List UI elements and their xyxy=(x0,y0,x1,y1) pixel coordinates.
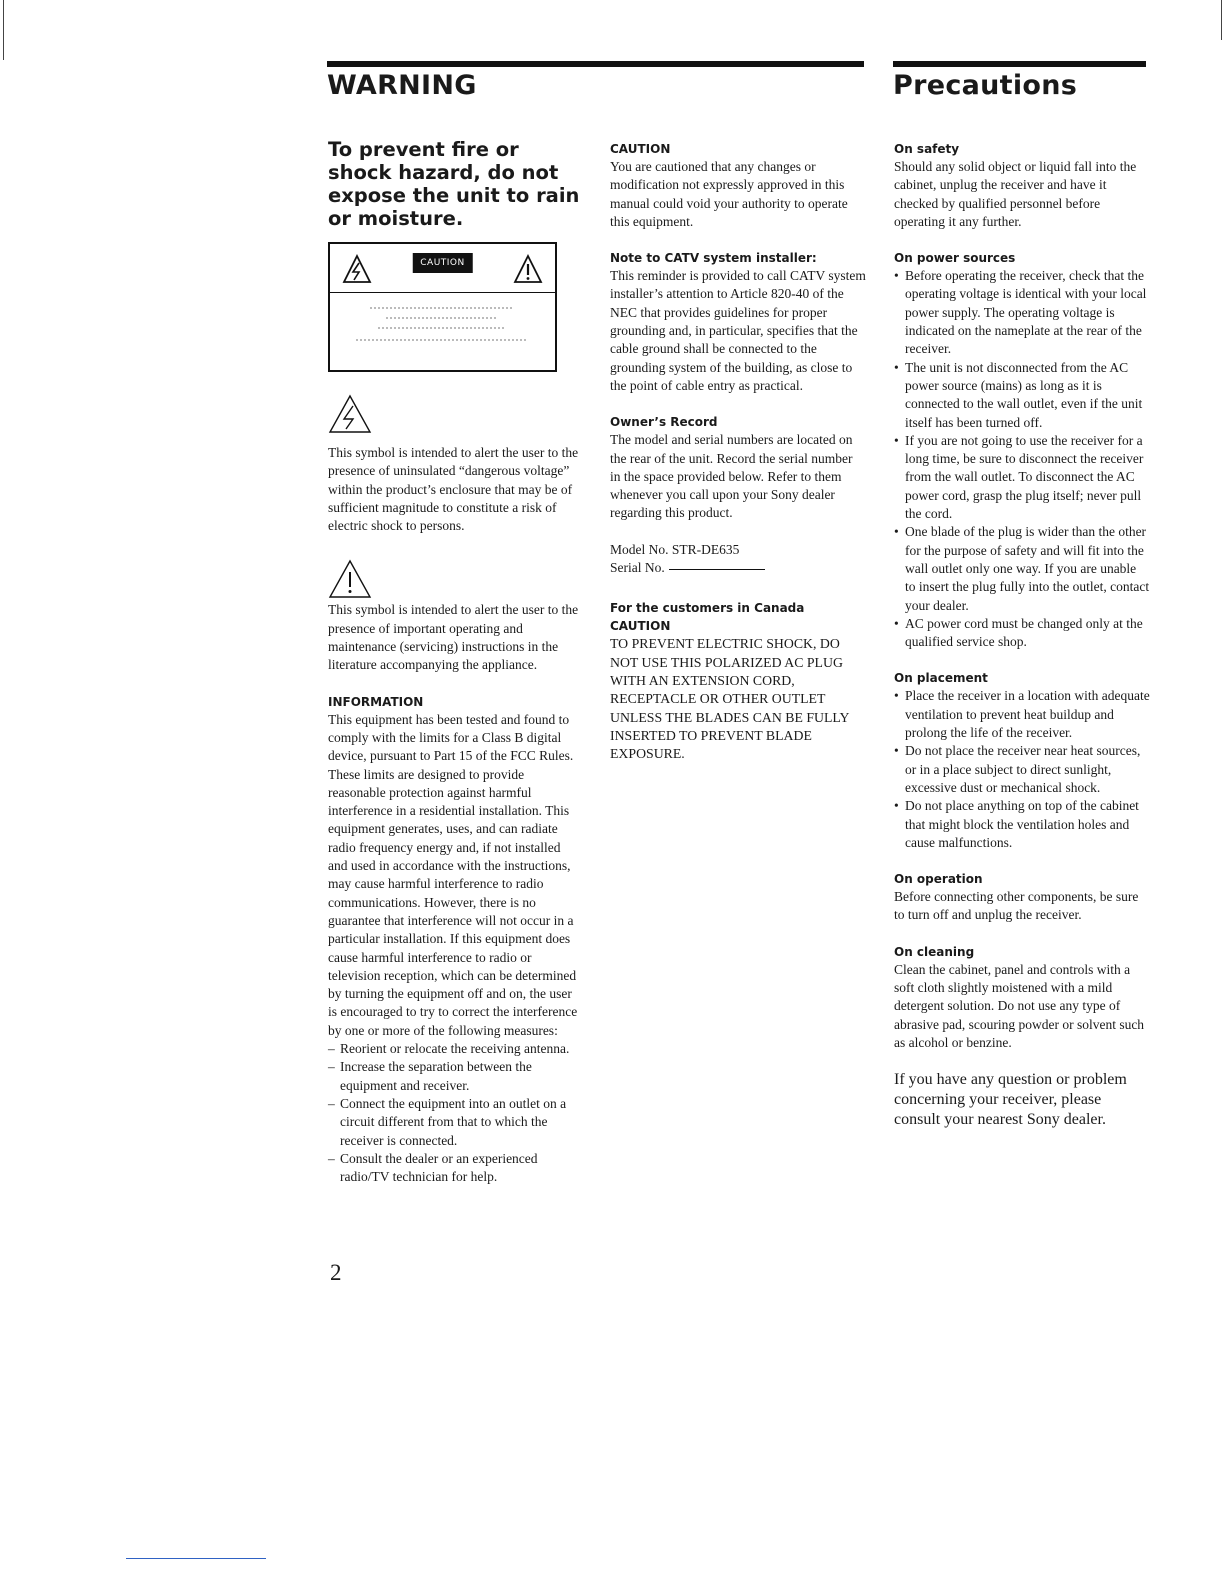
warning-column xyxy=(328,138,583,1186)
canada-caution-text: TO PREVENT ELECTRIC SHOCK, DO NOT USE THIS POLARIZED AC PLUG WITH AN EXTENSION CORD, RECEPTACLE OR OTHER OUTLET UNLESS THE BLADES CAN BE FULLY INSERTED TO PREVENT BLADE EXPOSURE. xyxy=(610,636,849,762)
serial-number-blank xyxy=(669,568,765,570)
list-item: • One blade of the plug is wider than the other for the purpose of safety and will fit into the wall outlet only one way. If you are unable to insert the plug fully into the outlet, contact your dealer. xyxy=(894,523,1150,614)
list-item: – Connect the equipment into an outlet on a circuit different from that to which the receiver is connected. xyxy=(328,1095,583,1150)
on-placement-heading: On placement xyxy=(894,671,988,686)
precautions-header-rule xyxy=(893,61,1146,67)
list-item: – Increase the separation between the equipment and receiver. xyxy=(328,1058,583,1095)
list-item: • Do not place the receiver near heat sources, or in a place subject to direct sunlight, excessive dust or mechanical shock. xyxy=(894,742,1150,797)
model-number-label: Model No. xyxy=(610,541,669,557)
lightning-symbol-text: This symbol is intended to alert the user to the presence of uninsulated “dangerous voltage” within the product’s enclosure that may be of sufficient magnitude to constitute a risk of electric shock to persons. xyxy=(328,445,579,534)
information-heading: INFORMATION xyxy=(328,694,424,709)
page-number: 2 xyxy=(330,1260,342,1285)
exclamation-triangle-icon xyxy=(513,254,543,284)
caution-tag: CAUTION xyxy=(412,253,473,273)
on-cleaning-text: Clean the cabinet, panel and controls with a soft cloth slightly moistened with a mild detergent solution. Do not use any type of abrasive pad, scouring powder or solvent such as alcohol or benzine. xyxy=(894,961,1145,1050)
precautions-title: Precautions xyxy=(893,70,1078,101)
canada-caution-heading: CAUTION xyxy=(610,619,671,634)
list-item: • The unit is not disconnected from the AC power source (mains) as long as it is connected to the wall outlet, even if the unit itself has been turned off. xyxy=(894,359,1150,432)
exclamation-symbol-icon xyxy=(328,559,372,599)
list-item: • AC power cord must be changed only at the qualified service shop. xyxy=(894,615,1150,652)
lightning-triangle-icon xyxy=(342,254,372,284)
power-sources-list xyxy=(894,267,1150,651)
owners-record-heading: Owner’s Record xyxy=(610,415,718,430)
list-item: • Before operating the receiver, check that the operating voltage is identical with your local power supply. The operating voltage is indicated on the nameplate at the rear of the receiver. xyxy=(894,267,1150,358)
on-safety-heading: On safety xyxy=(894,142,960,156)
closing-note: If you have any question or problem concerning your receiver, please consult your nearest Sony dealer. xyxy=(894,1071,1127,1129)
list-item: – Reorient or relocate the receiving antenna. xyxy=(328,1040,583,1058)
information-paragraph-2: These limits are designed to provide reasonable protection against harmful interference in a residential installation. This equipment generates, uses, and can radiate radio frequency energy and, if not installed and used in accordance with the instructions, may cause harmful interference to radio communications. However, there is no guarantee that interference will not occur in a particular installation. If this equipment does cause harmful interference to radio or television reception, which can be determined by turning the equipment off and on, the user is encouraged to try to correct the interference by one or more of the following measures: xyxy=(328,766,578,1038)
list-item: – Consult the dealer or an experienced radio/TV technician for help. xyxy=(328,1150,583,1187)
warning-header-rule xyxy=(327,61,864,67)
placement-list xyxy=(894,687,1150,852)
precautions-column xyxy=(894,140,1150,1130)
lightning-symbol-icon xyxy=(328,394,372,434)
model-number-value: STR-DE635 xyxy=(671,541,740,557)
serial-number-line xyxy=(610,559,866,577)
model-number-line xyxy=(610,541,866,559)
list-item: • Do not place anything on top of the cabinet that might block the ventilation holes and cause malfunctions. xyxy=(894,797,1150,852)
notices-column xyxy=(610,140,866,763)
label-fine-print-icon xyxy=(352,304,532,354)
catv-text: This reminder is provided to call CATV system installer’s attention to Article 820-40 of the NEC that provides guidelines for proper grounding and, in particular, specifies that the cable ground shall be connected to the grounding system of the building, as close to the point of cable entry as practical. xyxy=(610,268,866,393)
canada-heading: For the customers in Canada xyxy=(610,601,805,616)
fire-shock-heading: To prevent fire or shock hazard, do not expose the unit to rain or moisture. xyxy=(328,138,580,230)
exclamation-symbol-text: This symbol is intended to alert the user to the presence of important operating and maintenance (servicing) instructions in the literature accompanying the appliance. xyxy=(328,602,579,673)
serial-number-label: Serial No. xyxy=(610,560,665,576)
catv-heading: Note to CATV system installer: xyxy=(610,251,817,266)
footer-line xyxy=(126,1558,266,1559)
caution-text: You are cautioned that any changes or modification not expressly approved in this manual could void your authority to operate this equipment. xyxy=(610,159,848,229)
right-margin-mark xyxy=(1221,0,1222,40)
warning-title: WARNING xyxy=(327,70,477,101)
on-cleaning-heading: On cleaning xyxy=(894,944,975,959)
caution-label xyxy=(328,242,557,372)
left-margin-mark xyxy=(3,0,4,60)
caution-heading: CAUTION xyxy=(610,142,671,156)
information-paragraph-1: This equipment has been tested and found to comply with the limits for a Class B digital device, pursuant to Part 15 of the FCC Rules. xyxy=(328,711,574,764)
on-operation-heading: On operation xyxy=(894,872,983,887)
on-safety-text: Should any solid object or liquid fall into the cabinet, unplug the receiver and have it checked by qualified personnel before operating it any further. xyxy=(894,159,1137,229)
list-item: • If you are not going to use the receiver for a long time, be sure to disconnect the receiver from the wall outlet. To disconnect the AC power cord, grasp the plug itself; never pull the cord. xyxy=(894,432,1150,523)
interference-measures-list xyxy=(328,1040,583,1186)
owners-record-text: The model and serial numbers are located on the rear of the unit. Record the serial number in the space provided below. Refer to them whenever you call upon your Sony dealer regarding this product. xyxy=(610,432,853,521)
on-power-sources-heading: On power sources xyxy=(894,251,1016,266)
list-item: • Place the receiver in a location with adequate ventilation to prevent heat buildup and prolong the life of the receiver. xyxy=(894,687,1150,742)
on-operation-text: Before connecting other components, be sure to turn off and unplug the receiver. xyxy=(894,889,1139,923)
